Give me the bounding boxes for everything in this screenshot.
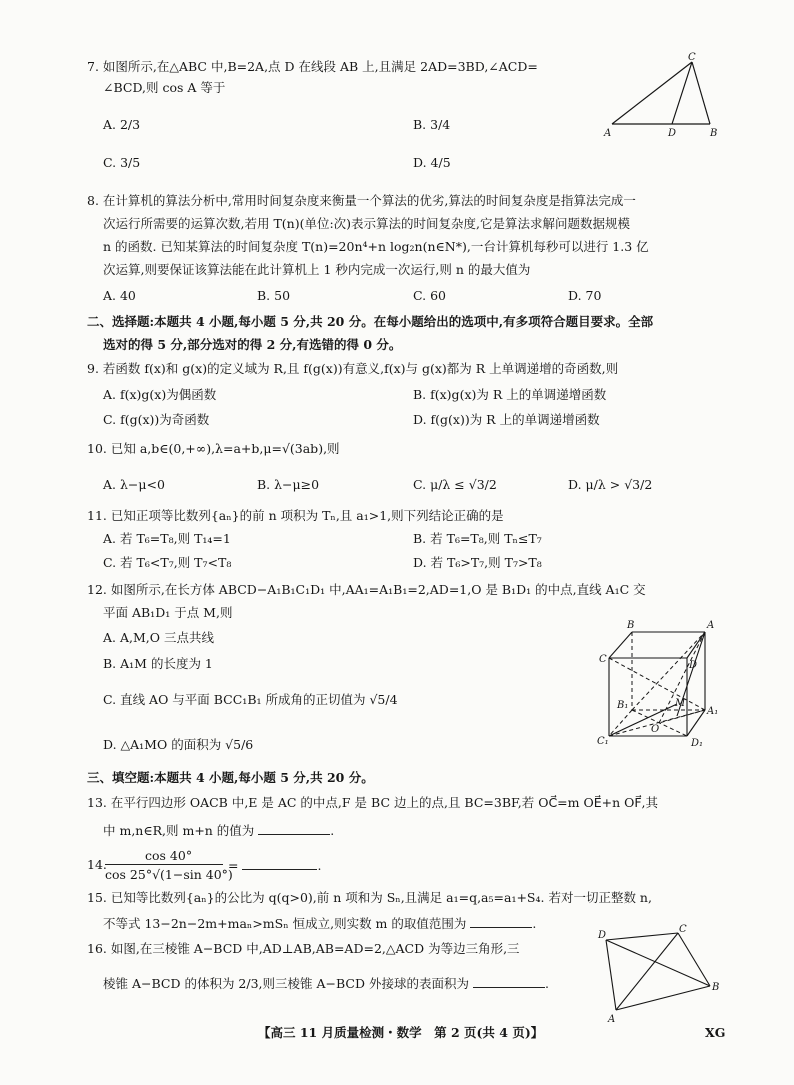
q11-option-d: D. 若 T₆>T₇,则 T₇>T₈ bbox=[413, 555, 542, 570]
section3-heading: 三、填空题:本题共 4 小题,每小题 5 分,共 20 分。 bbox=[87, 770, 374, 785]
q11-line1: 11. 已知正项等比数列{aₙ}的前 n 项积为 Tₙ,且 a₁>1,则下列结论正确的是 bbox=[87, 508, 504, 523]
q12-option-b: B. A₁M 的长度为 1 bbox=[103, 656, 213, 671]
q7-label-b: B bbox=[710, 128, 718, 139]
q7-triangle-figure bbox=[600, 52, 730, 142]
q14-number: 14. bbox=[87, 857, 107, 872]
q16-label-d: D bbox=[598, 930, 607, 941]
q7-line2: ∠BCD,则 cos A 等于 bbox=[103, 80, 226, 95]
q9-option-d: D. f(g(x))为 R 上的单调递增函数 bbox=[413, 412, 600, 427]
q16-label-c: C bbox=[679, 924, 687, 935]
q10-option-c: C. μ/λ ≤ √3/2 bbox=[413, 477, 497, 492]
q12-option-d: D. △A₁MO 的面积为 √5/6 bbox=[103, 737, 254, 752]
q8-option-a: A. 40 bbox=[103, 288, 136, 303]
q12-label-c1: C₁ bbox=[597, 736, 609, 747]
q8-line2: 次运行所需要的运算次数,若用 T(n)(单位:次)表示算法的时间复杂度,它是算法求解问题数据规模 bbox=[103, 216, 631, 231]
q12-label-b1: B₁ bbox=[617, 700, 629, 711]
q16-label-b: B bbox=[712, 982, 720, 993]
q9-line1: 9. 若函数 f(x)和 g(x)的定义域为 R,且 f(g(x))有意义,f(x)与 g(x)都为 R 上单调递增的奇函数,则 bbox=[87, 361, 619, 376]
q14-numerator: cos 40° bbox=[145, 848, 193, 863]
q16-line2: 棱锥 A−BCD 的体积为 2/3,则三棱锥 A−BCD 外接球的表面积为 bbox=[103, 976, 469, 991]
q8-line1: 8. 在计算机的算法分析中,常用时间复杂度来衡量一个算法的优劣,算法的时间复杂度是指算法完成一 bbox=[87, 193, 636, 208]
q8-option-b: B. 50 bbox=[257, 288, 291, 303]
q13-line1: 13. 在平行四边形 OACB 中,E 是 AC 的中点,F 是 BC 边上的点,且 BC=3BF,若 OC⃗=m OE⃗+n OF⃗,其 bbox=[87, 795, 659, 810]
q13-line2: 中 m,n∈R,则 m+n 的值为 bbox=[103, 823, 255, 838]
q7-option-d: D. 4/5 bbox=[413, 155, 451, 170]
q11-option-b: B. 若 T₆=T₈,则 Tₙ≤T₇ bbox=[413, 531, 542, 546]
q14-fraction-bar bbox=[105, 864, 223, 865]
q9-option-c: C. f(g(x))为奇函数 bbox=[103, 412, 210, 427]
section2-heading: 二、选择题:本题共 4 小题,每小题 5 分,共 20 分。在每小题给出的选项中,有多项符合题目要求。全部 bbox=[87, 314, 654, 329]
q15-line1: 15. 已知等比数列{aₙ}的公比为 q(q>0),前 n 项和为 Sₙ,且满足 a₁=q,a₅=a₁+S₄. 若对一切正整数 n, bbox=[87, 890, 652, 905]
q7-label-a: A bbox=[604, 128, 612, 139]
q7-line1: 7. 如图所示,在△ABC 中,B=2A,点 D 在线段 AB 上,且满足 2AD=3BD,∠ACD= bbox=[87, 59, 538, 74]
q12-label-d1: D₁ bbox=[691, 738, 704, 749]
q16-line1: 16. 如图,在三棱锥 A−BCD 中,AD⊥AB,AB=AD=2,△ACD 为等边三角形,三 bbox=[87, 941, 520, 956]
q14-equals: = bbox=[228, 858, 239, 873]
q15-line2: 不等式 13−2n−2m+maₙ>mSₙ 恒成立,则实数 m 的取值范围为 bbox=[103, 916, 467, 931]
q11-option-a: A. 若 T₆=T₈,则 T₁₄=1 bbox=[103, 531, 231, 546]
q12-line1: 12. 如图所示,在长方体 ABCD−A₁B₁C₁D₁ 中,AA₁=A₁B₁=2,AD=1,O 是 B₁D₁ 的中点,直线 A₁C 交 bbox=[87, 582, 646, 597]
q14-denominator: cos 25°√(1−sin 40°) bbox=[105, 867, 233, 882]
q16-line2-wrap: 棱锥 A−BCD 的体积为 2/3,则三棱锥 A−BCD 外接球的表面积为 . bbox=[103, 976, 549, 991]
q16-tetrahedron-figure bbox=[598, 924, 727, 1025]
q7-label-c: C bbox=[688, 52, 696, 63]
q12-label-d: D bbox=[689, 660, 698, 671]
q9-option-a: A. f(x)g(x)为偶函数 bbox=[103, 387, 217, 402]
section2-heading-cont: 选对的得 5 分,部分选对的得 2 分,有选错的得 0 分。 bbox=[103, 337, 402, 352]
q9-option-b: B. f(x)g(x)为 R 上的单调递增函数 bbox=[413, 387, 607, 402]
q8-line4: 次运算,则要保证该算法能在此计算机上 1 秒内完成一次运行,则 n 的最大值为 bbox=[103, 262, 531, 277]
q8-option-d: D. 70 bbox=[568, 288, 602, 303]
q7-label-d: D bbox=[668, 128, 677, 139]
q12-label-m: M bbox=[675, 698, 686, 709]
q10-line1: 10. 已知 a,b∈(0,+∞),λ=a+b,μ=√(3ab),则 bbox=[87, 441, 340, 456]
q12-label-o: O bbox=[651, 724, 660, 735]
q12-label-b: B bbox=[627, 620, 635, 631]
q11-option-c: C. 若 T₆<T₇,则 T₇<T₈ bbox=[103, 555, 232, 570]
q10-option-a: A. λ−μ<0 bbox=[103, 477, 165, 492]
q12-label-a: A bbox=[707, 620, 715, 631]
q8-line3: n 的函数. 已知某算法的时间复杂度 T(n)=20n⁴+n log₂n(n∈N*),一台计算机每秒可以进行 1.3 亿 bbox=[103, 239, 649, 254]
q13-line2-wrap: 中 m,n∈R,则 m+n 的值为 . bbox=[103, 823, 335, 838]
q12-label-c: C bbox=[599, 654, 607, 665]
q13-answer-blank[interactable] bbox=[258, 822, 330, 835]
q12-option-a: A. A,M,O 三点共线 bbox=[103, 630, 214, 645]
q15-line2-wrap: 不等式 13−2n−2m+maₙ>mSₙ 恒成立,则实数 m 的取值范围为 . bbox=[103, 916, 537, 931]
q10-option-b: B. λ−μ≥0 bbox=[257, 477, 320, 492]
q8-option-c: C. 60 bbox=[413, 288, 446, 303]
q12-label-a1: A₁ bbox=[707, 706, 719, 717]
q12-option-c: C. 直线 AO 与平面 BCC₁B₁ 所成角的正切值为 √5/4 bbox=[103, 692, 398, 707]
q15-answer-blank[interactable] bbox=[470, 915, 532, 928]
q12-line2: 平面 AB₁D₁ 于点 M,则 bbox=[103, 605, 233, 620]
q16-answer-blank[interactable] bbox=[473, 975, 545, 988]
q14-answer-blank[interactable] bbox=[242, 857, 317, 870]
q16-label-a: A bbox=[608, 1014, 616, 1025]
q10-option-d: D. μ/λ > √3/2 bbox=[568, 477, 653, 492]
q12-cuboid-figure bbox=[597, 618, 732, 753]
q7-option-b: B. 3/4 bbox=[413, 117, 451, 132]
q14-eq-wrap: = . bbox=[228, 858, 322, 873]
q7-option-a: A. 2/3 bbox=[103, 117, 141, 132]
page-footer: 【高三 11 月质量检测・数学 第 2 页(共 4 页)】 bbox=[258, 1025, 544, 1040]
q7-option-c: C. 3/5 bbox=[103, 155, 141, 170]
footer-code: XG bbox=[705, 1025, 726, 1040]
